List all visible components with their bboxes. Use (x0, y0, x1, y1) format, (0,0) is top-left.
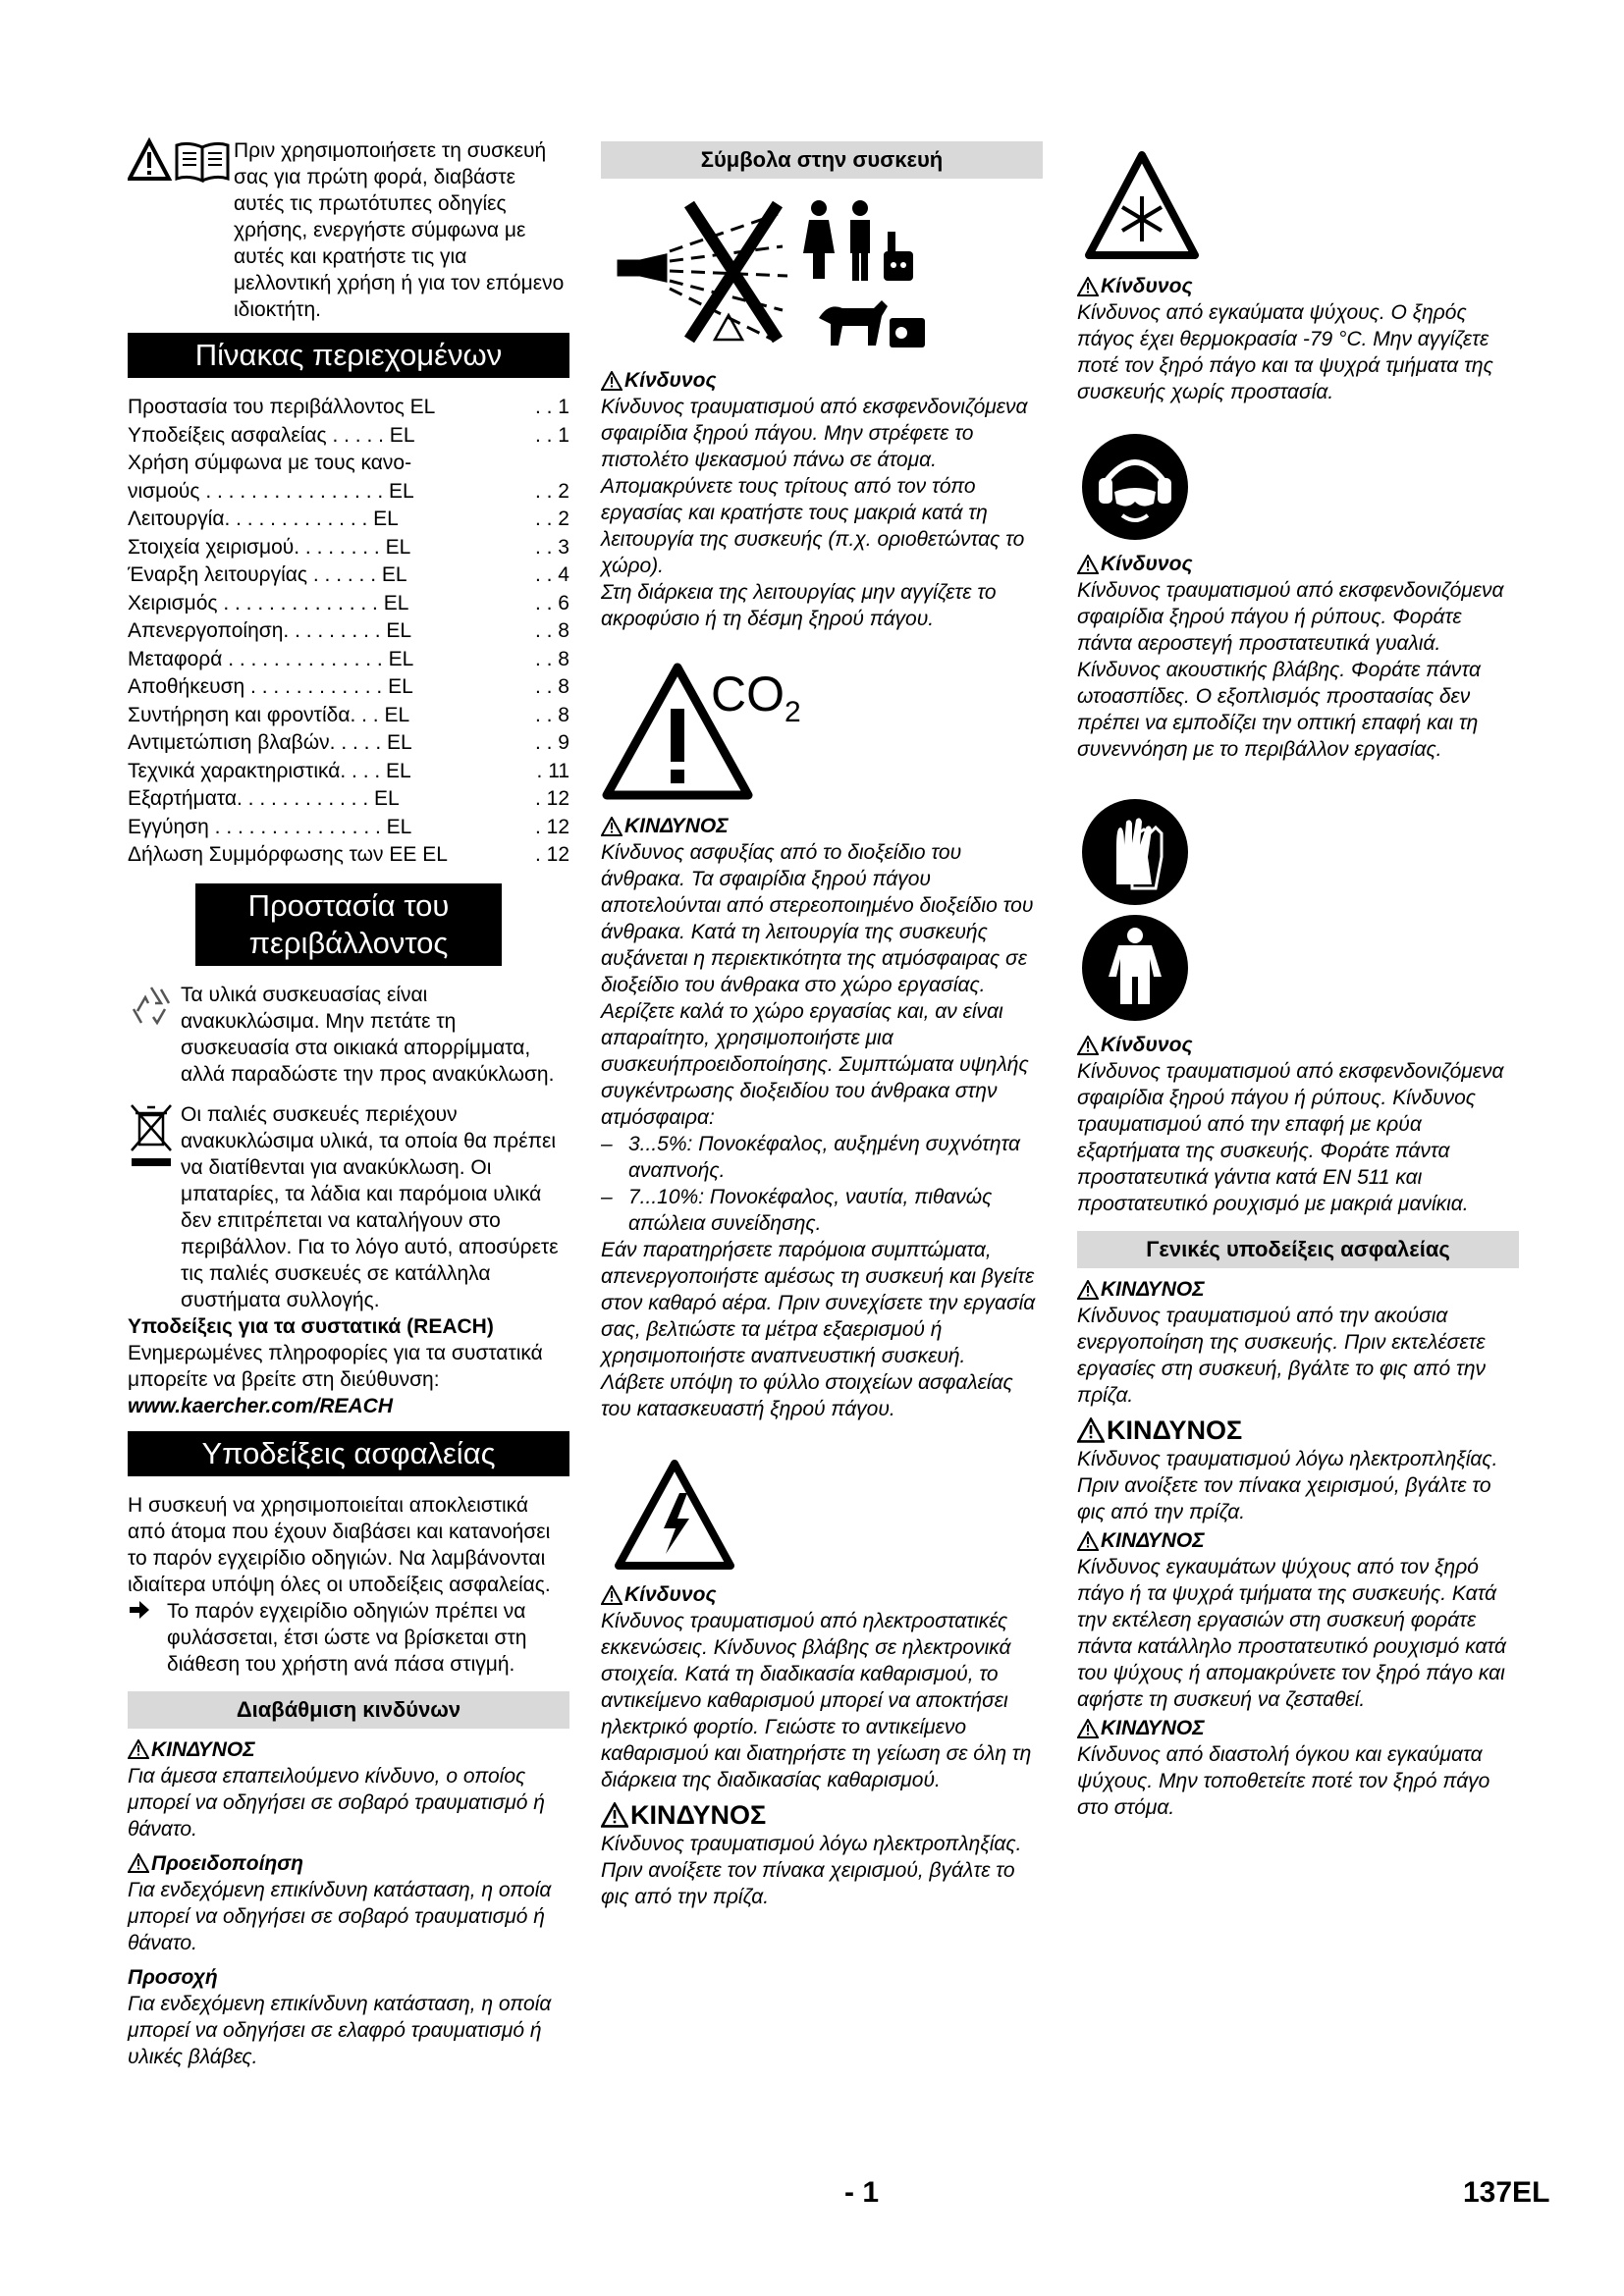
toc-entry-page: . . 8 (534, 675, 569, 698)
toc-entry-page: . 12 (534, 787, 569, 810)
warning-book-icon (128, 137, 234, 185)
toc-entry-label: Έναρξη λειτουργίας . . . . . . EL (128, 563, 407, 586)
hazard-levels-heading: Διαβάθμιση κινδύνων (128, 1691, 569, 1729)
hazard-danger-label: ΚΙΝΔΥΝΟΣ (128, 1736, 569, 1763)
warning-triangle-icon (1077, 1719, 1099, 1738)
hazard-danger-text: Για άμεσα επαπειλούμενο κίνδυνο, ο οποίος μπορεί να οδηγήσει σε σοβαρό τραυματισμό ή θάνατο. (128, 1764, 545, 1841)
weee-block (128, 1101, 569, 1313)
reach-text: Ενημερωμένες πληροφορίες για τα συστατικά μπορείτε να βρείτε στη διεύθυνση: (128, 1341, 543, 1391)
col3-label3: Κίνδυνος (1077, 1032, 1519, 1058)
col3-label1: Κίνδυνος (1077, 273, 1519, 299)
toc-entry-page: . 11 (536, 759, 569, 782)
toc-entry-page: . . 8 (534, 703, 569, 726)
weee-text: Οι παλιές συσκευές περιέχουν ανακυκλώσιμα υλικά, τα οποία θα πρέπει να διατίθενται για ανακύκλωση. Οι μπαταρίες, τα λάδια και παρόμοια υλικά δεν επιτρέπεται να καταλήγουν στο περιβάλλον. Για το λόγο αυτό, αποσύρετε τις παλιές συσκευές σε κατάλληλα συστήματα συλλογής. (181, 1102, 559, 1311)
toc-entry-label: Στοιχεία χειρισμού. . . . . . . . EL (128, 535, 411, 559)
toc-entry-label: Αντιμετώπιση βλαβών. . . . . EL (128, 731, 412, 754)
toc-entry-page: . . 2 (534, 479, 569, 503)
symbol2-dash1: – 3...5%: Πονοκέφαλος, αυξημένη συχνότητα αναπνοής. (601, 1133, 1021, 1182)
warning-triangle-icon (1077, 555, 1099, 574)
gloves-icon (1081, 798, 1189, 906)
toc-entry[interactable] (128, 506, 569, 534)
warning-triangle-icon (1077, 277, 1099, 296)
toc-entry-label: Συντήρηση και φροντίδα. . . EL (128, 703, 410, 726)
warning-triangle-icon (601, 1585, 623, 1605)
toc-entry-label: Προστασία του περιβάλλοντος EL (128, 396, 436, 418)
safety-arrow-item (128, 1598, 569, 1678)
reach-title: Υποδείξεις για τα συστατικά (REACH) (128, 1314, 494, 1338)
spray-danger-pictogram-icon (611, 192, 984, 359)
safety-arrow-text: Το παρόν εγχειρίδιο οδηγιών πρέπει να φυλάσσεται, έτσι ώστε να βρίσκεται στη διάθεση του χρήστη ανά πάσα στιγμή. (167, 1599, 527, 1676)
toc-entry-label: Χειρισμός . . . . . . . . . . . . . . EL (128, 591, 409, 614)
toc-entry-label: Δήλωση Συμμόρφωσης των ΕΕ EL (128, 843, 448, 866)
symbol4-text: Κίνδυνος τραυματισμού λόγω ηλεκτροπληξίας. Πριν ανοίξετε τον πίνακα χειρισμού, βγάλτε το φις από την πρίζα. (601, 1833, 1022, 1908)
toc-entry-page: . . 4 (534, 563, 569, 586)
warning-triangle-icon (601, 817, 623, 836)
symbol4-label: ΚΙΝΔΥΝΟΣ (601, 1799, 1043, 1831)
recycle-text: Τα υλικά συσκευασίας είναι ανακυκλώσιμα. Μην πετάτε τη συσκευασία στα οικιακά απορρίμματα, αλλά παραδώστε την προς ανακύκλωση. (181, 983, 555, 1086)
hazard-caution-label: Προσοχή (128, 1965, 218, 1989)
warning-triangle-icon (1077, 1280, 1099, 1300)
toc-entry-label: νισμούς . . . . . . . . . . . . . . . . EL (128, 479, 414, 503)
intro-block (128, 137, 569, 323)
column-middle (601, 141, 1043, 1910)
col3-text1: Κίνδυνος από εγκαύματα ψύχους. Ο ξηρός πάγος έχει θερμοκρασία -79 °C. Μην αγγίζετε ποτέ τον ξηρό πάγο και τα ψυχρά τμήματα της συσκευής χωρίς προστασία. (1077, 301, 1493, 403)
toc-entry[interactable] (128, 394, 569, 422)
co2-label: $CO_2$ (711, 667, 801, 728)
toc-entry-page: . . 8 (534, 647, 569, 670)
crossed-bin-icon (128, 1101, 181, 1313)
symbol1-label: Κίνδυνος (601, 367, 1043, 394)
symbol1-text: Κίνδυνος τραυματισμού από εκσφενδονιζόμενα σφαιρίδια ξηρού πάγου. Μην στρέφετε το πιστολέτο ψεκασμού πάνω σε άτομα. Απομακρύνετε τους τρίτους από τον τόπο εργασίας και κρατήστε τους μακριά κατά τη λειτουργία της συσκευής (π.χ. οριοθετώντας το χώρο). (601, 396, 1028, 577)
toc-entry-label: Υποδείξεις ασφαλείας . . . . . EL (128, 423, 415, 447)
toc-list (128, 394, 569, 870)
symbol2-text2: Εάν παρατηρήσετε παρόμοια συμπτώματα, απενεργοποιήστε αμέσως τη συσκευή και βγείτε στον καθαρό αέρα. Πριν συνεχίσετε την εργασία σας, βελτιώστε τα μέτρα εξαερισμού ή χρησιμοποιήστε αναπνευστική συσκευή. (601, 1239, 1036, 1367)
protective-clothing-icon (1081, 914, 1189, 1022)
symbol2-text3: Λάβετε υπόψη το φύλλο στοιχείων ασφαλείας του κατασκευαστή ξηρού πάγου. (601, 1371, 1013, 1420)
warning-triangle-icon (1077, 1417, 1105, 1443)
toc-entry-page: . . 2 (534, 507, 569, 530)
toc-entry[interactable] (128, 617, 569, 646)
toc-entry-page: . . 1 (534, 423, 569, 447)
arrow-right-icon (128, 1598, 167, 1678)
toc-entry[interactable] (128, 561, 569, 590)
warning-triangle-icon (601, 371, 623, 391)
safety-text: Η συσκευή να χρησιμοποιείται αποκλειστικά από άτομα που έχουν διαβάσει και κατανοήσει το παρόν εγχειρίδιο οδηγιών. Να λαμβάνονται ιδιαίτερα υπόψη όλες οι υποδείξεις ασφαλείας. (128, 1493, 551, 1596)
toc-entry[interactable] (128, 814, 569, 842)
device-symbols-heading: Σύμβολα στην συσκευή (601, 141, 1043, 179)
high-voltage-triangle-icon (611, 1456, 738, 1574)
toc-entry-page: . 12 (534, 815, 569, 838)
recycle-icon (128, 982, 181, 1088)
toc-entry[interactable] (128, 758, 569, 786)
hazard-warning-text: Για ενδεχόμενη επικίνδυνη κατάσταση, η οποία μπορεί να οδηγήσει σε σοβαρό τραυματισμό ή θάνατο. (128, 1878, 552, 1954)
toc-entry[interactable] (128, 450, 569, 478)
toc-entry-page: . . 9 (534, 731, 569, 754)
cold-hazard-triangle-icon (1083, 147, 1201, 265)
toc-entry-page: . . 6 (534, 591, 569, 614)
warning-triangle-icon (128, 1739, 149, 1759)
warning-triangle-icon (601, 1802, 628, 1828)
symbol2-label: ΚΙΝΔΥΝΟΣ (601, 813, 1043, 839)
col3-text3: Κίνδυνος τραυματισμού από εκσφενδονιζόμενα σφαιρίδια ξηρού πάγου ή ρύπους. Κίνδυνος τραυματισμού από την επαφή με κρύα εξαρτήματα της συσκευής. Φοράτε πάντα προστατευτικά γάντια κατά EN 511 και προστατευτικό ρουχισμό με μακριά μανίκια. (1077, 1060, 1504, 1215)
safety-heading: Υποδείξεις ασφαλείας (128, 1431, 569, 1476)
warning-triangle-icon (128, 1853, 149, 1873)
toc-entry-label: Χρήση σύμφωνα με τους κανο- (128, 452, 412, 474)
toc-entry-page (566, 450, 569, 478)
column-right (1077, 137, 1519, 1821)
toc-entry[interactable] (128, 422, 569, 451)
col3-text2: Κίνδυνος τραυματισμού από εκσφενδονιζόμενα σφαιρίδια ξηρού πάγου ή ρύπους. Φοράτε πάντα αεροστεγή προστατευτικά γυαλιά. Κίνδυνος ακουστικής βλάβης. Φοράτε πάντα ωτοασπίδες. Ο εξοπλισμός προστασίας δεν πρέπει να εμποδίζει την οπτική επαφή και τη συνεννόηση με το περιβάλλον εργασίας. (1077, 579, 1504, 761)
symbol3-label: Κίνδυνος (601, 1581, 1043, 1608)
toc-entry[interactable] (128, 646, 569, 674)
toc-heading: Πίνακας περιεχομένων (128, 333, 569, 378)
page-code: 137EL (1463, 2176, 1550, 2209)
page-number: - 1 (844, 2176, 880, 2209)
general-text1: Κίνδυνος τραυματισμού από την ακούσια ενεργοποίηση της συσκευής. Πριν εκτελέσετε εργασίες στη συσκευή, βγάλτε το φις από την πρίζα. (1077, 1305, 1487, 1407)
toc-entry-label: Τεχνικά χαρακτηριστικά. . . . EL (128, 759, 411, 782)
toc-entry-page: . . 8 (534, 619, 569, 642)
reach-url[interactable]: www.kaercher.com/REACH (128, 1394, 393, 1417)
toc-entry-label: Απενεργοποίηση. . . . . . . . . EL (128, 619, 412, 642)
general-safety-heading: Γενικές υποδείξεις ασφαλείας (1077, 1231, 1519, 1268)
toc-entry-label: Εγγύηση . . . . . . . . . . . . . . . EL (128, 815, 412, 838)
symbol2-text: Κίνδυνος ασφυξίας από το διοξείδιο του άνθρακα. Τα σφαιρίδια ξηρού πάγου αποτελούνται από στερεοποιημένο διοξείδιο του άνθρακα. Κατά τη λειτουργία της συσκευής αυξάνεται η περιεκτικότητα της ατμόσφαιρας σε διοξείδιο του άνθρακα στο χώρο εργασίας. Αερίζετε καλά το χώρο εργασίας και, αν είναι απαραίτητο, χρησιμοποιήστε μια συσκευήπροειδοποίησης. Συμπτώματα υψηλής συγκέντρωσης διοξειδίου του άνθρακα στην ατμόσφαιρα: (601, 841, 1034, 1129)
hazard-caution-text: Για ενδεχόμενη επικίνδυνη κατάσταση, η οποία μπορεί να οδηγήσει σε ελαφρό τραυματισμό ή υλικές βλάβες. (128, 1992, 552, 2068)
toc-entry-label: Αποθήκευση . . . . . . . . . . . . EL (128, 675, 413, 698)
symbol1-text2: Στη διάρκεια της λειτουργίας μην αγγίζετε το ακροφύσιο ή τη δέσμη ξηρού πάγου. (601, 581, 997, 630)
general-label3: ΚΙΝΔΥΝΟΣ (1077, 1527, 1519, 1554)
toc-entry-label: Εξαρτήματα. . . . . . . . . . . . EL (128, 787, 400, 810)
intro-text: Πριν χρησιμοποιήσετε τη συσκευή σας για πρώτη φορά, διαβάστε αυτές τις πρωτότυπες οδηγίες χρήσης, ενεργήστε σύμφωνα με αυτές και κρατήστε τις για μελλοντική χρήση ή για τον επόμενο ιδιοκτήτη. (234, 139, 565, 321)
general-label4: ΚΙΝΔΥΝΟΣ (1077, 1715, 1519, 1741)
toc-entry-page: . . 3 (534, 535, 569, 559)
toc-entry[interactable] (128, 673, 569, 702)
toc-entry-page: . 12 (534, 843, 569, 866)
general-text3: Κίνδυνος εγκαυμάτων ψύχους από τον ξηρό πάγο ή τα ψυχρά τμήματα της συσκευής. Κατά την εκτέλεση εργασιών στη συσκευή φοράτε πάντα κατάλληλο προστατευτικό ρουχισμό κατά του ψύχους ή απομακρύνετε τον ξηρό πάγο και αφήστε τη συσκευή να ζεσταθεί. (1077, 1556, 1506, 1711)
toc-entry[interactable] (128, 785, 569, 814)
toc-entry[interactable] (128, 534, 569, 562)
recycle-block (128, 982, 569, 1088)
toc-entry[interactable] (128, 841, 569, 870)
toc-entry[interactable] (128, 590, 569, 618)
column-left (128, 137, 569, 2070)
symbol3-text: Κίνδυνος τραυματισμού από ηλεκτροστατικές εκκενώσεις. Κίνδυνος βλάβης σε ηλεκτρονικά στοιχεία. Κατά τη διαδικασία καθαρισμού, το αντικείμενο καθαρισμού μπορεί να αποκτήσει ηλεκτρικό φορτίο. Γειώστε το αντικείμενο καθαρισμού και διατηρήστε τη γείωση σε όλη τη διάρκεια της διαδικασίας καθαρισμού. (601, 1610, 1032, 1791)
col3-label2: Κίνδυνος (1077, 551, 1519, 577)
hazard-warning-label: Προειδοποίηση (128, 1850, 569, 1877)
symbol2-dash2: – 7...10%: Πονοκέφαλος, ναυτία, πιθανώς απώλεια συνείδησης. (601, 1186, 993, 1235)
warning-triangle-icon (1077, 1531, 1099, 1551)
toc-entry[interactable] (128, 702, 569, 730)
co2-pictogram (601, 658, 837, 805)
environment-heading: Προστασία του περιβάλλοντος (195, 883, 502, 966)
toc-entry[interactable] (128, 729, 569, 758)
general-text2: Κίνδυνος τραυματισμού λόγω ηλεκτροπληξίας. Πριν ανοίξετε τον πίνακα χειρισμού, βγάλτε το φις από την πρίζα. (1077, 1448, 1498, 1523)
toc-entry-label: Μεταφορά . . . . . . . . . . . . . . EL (128, 647, 414, 670)
general-text4: Κίνδυνος από διαστολή όγκου και εγκαύματα ψύχους. Μην τοποθετείτε ποτέ τον ξηρό πάγο στο στόμα. (1077, 1743, 1490, 1819)
general-label2: ΚΙΝΔΥΝΟΣ (1077, 1415, 1519, 1446)
warning-triangle-icon (1077, 1036, 1099, 1055)
toc-entry[interactable] (128, 478, 569, 507)
general-label1: ΚΙΝΔΥΝΟΣ (1077, 1276, 1519, 1303)
toc-entry-label: Λειτουργία. . . . . . . . . . . . . EL (128, 507, 399, 530)
goggles-ear-protection-icon (1081, 433, 1189, 541)
toc-entry-page: . . 1 (534, 396, 569, 418)
